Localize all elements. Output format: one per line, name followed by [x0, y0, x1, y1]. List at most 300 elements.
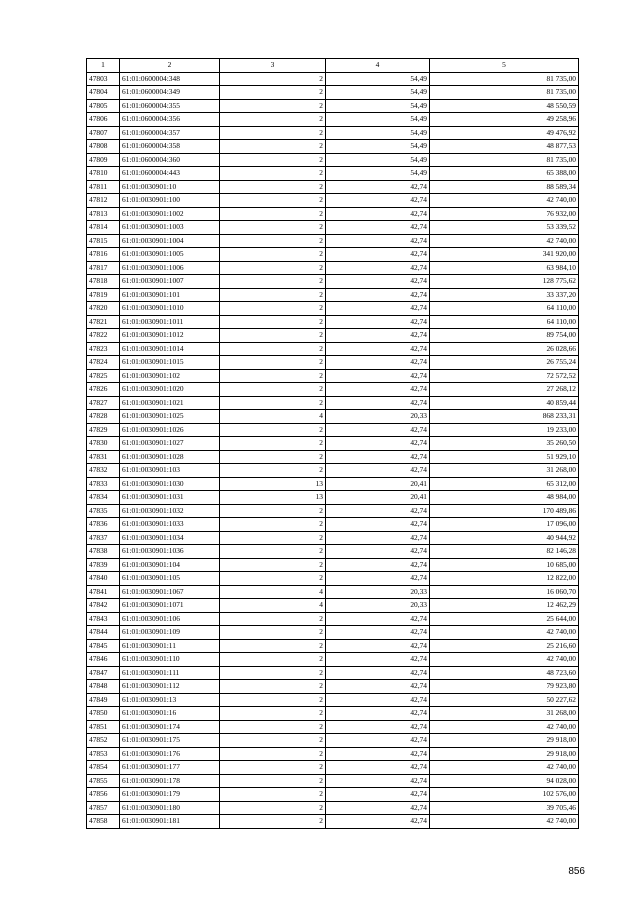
table-row — [87, 302, 579, 316]
zone-cell: 2 — [220, 747, 326, 761]
cadastral-value-cell: 35 260,50 — [430, 437, 579, 451]
zone-cell: 2 — [220, 707, 326, 721]
cadastral-value-cell: 42 740,00 — [430, 815, 579, 829]
zone-cell: 2 — [220, 356, 326, 370]
specific-value-cell: 42,74 — [326, 194, 430, 208]
cadastral-number-cell: 61:01:0030901:1032 — [120, 504, 220, 518]
cadastral-number-cell: 61:01:0030901:1028 — [120, 450, 220, 464]
cadastral-number-cell: 61:01:0030901:13 — [120, 693, 220, 707]
cadastral-number-cell: 61:01:0030901:100 — [120, 194, 220, 208]
row-number-cell: 47812 — [87, 194, 120, 208]
table-header-row — [87, 59, 579, 73]
cadastral-number-cell: 61:01:0030901:1005 — [120, 248, 220, 262]
zone-cell: 2 — [220, 180, 326, 194]
row-number-cell: 47813 — [87, 207, 120, 221]
table-row — [87, 99, 579, 113]
cadastral-number-cell: 61:01:0030901:1021 — [120, 396, 220, 410]
specific-value-cell: 54,49 — [326, 153, 430, 167]
cadastral-value-cell: 29 918,00 — [430, 734, 579, 748]
zone-cell: 2 — [220, 288, 326, 302]
table-row — [87, 72, 579, 86]
table-row — [87, 599, 579, 613]
row-number-cell: 47814 — [87, 221, 120, 235]
cadastral-number-cell: 61:01:0030901:1011 — [120, 315, 220, 329]
zone-cell: 2 — [220, 504, 326, 518]
table-row — [87, 734, 579, 748]
specific-value-cell: 42,74 — [326, 734, 430, 748]
specific-value-cell: 20,41 — [326, 477, 430, 491]
cadastral-number-cell: 61:01:0030901:1003 — [120, 221, 220, 235]
table-row — [87, 221, 579, 235]
specific-value-cell: 42,74 — [326, 329, 430, 343]
zone-cell: 2 — [220, 329, 326, 343]
cadastral-value-cell: 42 740,00 — [430, 761, 579, 775]
cadastral-value-cell: 31 268,00 — [430, 464, 579, 478]
zone-cell: 2 — [220, 153, 326, 167]
specific-value-cell: 42,74 — [326, 437, 430, 451]
specific-value-cell: 20,41 — [326, 491, 430, 505]
specific-value-cell: 54,49 — [326, 126, 430, 140]
specific-value-cell: 42,74 — [326, 572, 430, 586]
table-row — [87, 558, 579, 572]
row-number-cell: 47830 — [87, 437, 120, 451]
table-row — [87, 261, 579, 275]
row-number-cell: 47835 — [87, 504, 120, 518]
row-number-cell: 47829 — [87, 423, 120, 437]
zone-cell: 2 — [220, 464, 326, 478]
table-row — [87, 410, 579, 424]
specific-value-cell: 42,74 — [326, 315, 430, 329]
cadastral-value-cell: 48 877,53 — [430, 140, 579, 154]
table-row — [87, 248, 579, 262]
zone-cell: 2 — [220, 369, 326, 383]
cadastral-value-cell: 42 740,00 — [430, 234, 579, 248]
specific-value-cell: 20,33 — [326, 585, 430, 599]
cadastral-value-cell: 64 110,00 — [430, 315, 579, 329]
cadastral-number-cell: 61:01:0030901:175 — [120, 734, 220, 748]
cadastral-number-cell: 61:01:0030901:1036 — [120, 545, 220, 559]
table-row — [87, 491, 579, 505]
cadastral-value-cell: 42 740,00 — [430, 653, 579, 667]
zone-cell: 2 — [220, 383, 326, 397]
specific-value-cell: 54,49 — [326, 140, 430, 154]
table-row — [87, 288, 579, 302]
cadastral-value-cell: 17 096,00 — [430, 518, 579, 532]
column-header: 2 — [120, 59, 220, 73]
specific-value-cell: 42,74 — [326, 221, 430, 235]
table-row — [87, 761, 579, 775]
row-number-cell: 47833 — [87, 477, 120, 491]
row-number-cell: 47849 — [87, 693, 120, 707]
cadastral-value-cell: 170 489,86 — [430, 504, 579, 518]
cadastral-number-cell: 61:01:0030901:177 — [120, 761, 220, 775]
zone-cell: 2 — [220, 815, 326, 829]
cadastral-value-cell: 82 146,28 — [430, 545, 579, 559]
cadastral-value-cell: 51 929,10 — [430, 450, 579, 464]
zone-cell: 4 — [220, 585, 326, 599]
cadastral-number-cell: 61:01:0030901:1010 — [120, 302, 220, 316]
row-number-cell: 47852 — [87, 734, 120, 748]
cadastral-value-cell: 42 740,00 — [430, 194, 579, 208]
row-number-cell: 47840 — [87, 572, 120, 586]
cadastral-number-cell: 61:01:0030901:178 — [120, 774, 220, 788]
specific-value-cell: 42,74 — [326, 626, 430, 640]
table-row — [87, 369, 579, 383]
cadastral-number-cell: 61:01:0030901:101 — [120, 288, 220, 302]
zone-cell: 2 — [220, 99, 326, 113]
cadastral-value-cell: 25 216,60 — [430, 639, 579, 653]
cadastral-number-cell: 61:01:0030901:111 — [120, 666, 220, 680]
zone-cell: 2 — [220, 666, 326, 680]
table-row — [87, 342, 579, 356]
specific-value-cell: 42,74 — [326, 342, 430, 356]
zone-cell: 2 — [220, 801, 326, 815]
zone-cell: 2 — [220, 261, 326, 275]
table-row — [87, 572, 579, 586]
zone-cell: 2 — [220, 234, 326, 248]
cadastral-number-cell: 61:01:0030901:1007 — [120, 275, 220, 289]
column-header: 5 — [430, 59, 579, 73]
zone-cell: 2 — [220, 774, 326, 788]
table-row — [87, 639, 579, 653]
table-row — [87, 518, 579, 532]
row-number-cell: 47825 — [87, 369, 120, 383]
table-row — [87, 477, 579, 491]
cadastral-number-cell: 61:01:0030901:1030 — [120, 477, 220, 491]
row-number-cell: 47832 — [87, 464, 120, 478]
zone-cell: 2 — [220, 720, 326, 734]
row-number-cell: 47826 — [87, 383, 120, 397]
specific-value-cell: 42,74 — [326, 464, 430, 478]
row-number-cell: 47821 — [87, 315, 120, 329]
row-number-cell: 47836 — [87, 518, 120, 532]
specific-value-cell: 54,49 — [326, 86, 430, 100]
zone-cell: 2 — [220, 275, 326, 289]
specific-value-cell: 42,74 — [326, 707, 430, 721]
specific-value-cell: 42,74 — [326, 207, 430, 221]
cadastral-number-cell: 61:01:0030901:1025 — [120, 410, 220, 424]
zone-cell: 2 — [220, 653, 326, 667]
row-number-cell: 47831 — [87, 450, 120, 464]
row-number-cell: 47845 — [87, 639, 120, 653]
specific-value-cell: 42,74 — [326, 504, 430, 518]
zone-cell: 2 — [220, 126, 326, 140]
table-row — [87, 315, 579, 329]
row-number-cell: 47856 — [87, 788, 120, 802]
row-number-cell: 47809 — [87, 153, 120, 167]
row-number-cell: 47846 — [87, 653, 120, 667]
specific-value-cell: 42,74 — [326, 423, 430, 437]
table-row — [87, 126, 579, 140]
cadastral-value-table — [86, 58, 579, 829]
row-number-cell: 47818 — [87, 275, 120, 289]
row-number-cell: 47806 — [87, 113, 120, 127]
cadastral-value-cell: 40 944,92 — [430, 531, 579, 545]
zone-cell: 2 — [220, 734, 326, 748]
zone-cell: 2 — [220, 531, 326, 545]
specific-value-cell: 54,49 — [326, 99, 430, 113]
cadastral-number-cell: 61:01:0030901:102 — [120, 369, 220, 383]
zone-cell: 2 — [220, 572, 326, 586]
row-number-cell: 47804 — [87, 86, 120, 100]
cadastral-number-cell: 61:01:0600004:360 — [120, 153, 220, 167]
table-row — [87, 788, 579, 802]
cadastral-value-cell: 40 859,44 — [430, 396, 579, 410]
zone-cell: 2 — [220, 518, 326, 532]
cadastral-number-cell: 61:01:0030901:10 — [120, 180, 220, 194]
cadastral-value-cell: 29 918,00 — [430, 747, 579, 761]
cadastral-number-cell: 61:01:0030901:174 — [120, 720, 220, 734]
column-header: 4 — [326, 59, 430, 73]
zone-cell: 2 — [220, 423, 326, 437]
row-number-cell: 47815 — [87, 234, 120, 248]
specific-value-cell: 54,49 — [326, 167, 430, 181]
zone-cell: 2 — [220, 396, 326, 410]
cadastral-value-cell: 53 339,52 — [430, 221, 579, 235]
specific-value-cell: 42,74 — [326, 356, 430, 370]
cadastral-number-cell: 61:01:0600004:443 — [120, 167, 220, 181]
cadastral-value-cell: 42 740,00 — [430, 626, 579, 640]
specific-value-cell: 54,49 — [326, 113, 430, 127]
specific-value-cell: 42,74 — [326, 383, 430, 397]
cadastral-number-cell: 61:01:0030901:1067 — [120, 585, 220, 599]
table-row — [87, 693, 579, 707]
cadastral-number-cell: 61:01:0030901:1015 — [120, 356, 220, 370]
row-number-cell: 47834 — [87, 491, 120, 505]
zone-cell: 2 — [220, 140, 326, 154]
zone-cell: 2 — [220, 194, 326, 208]
zone-cell: 2 — [220, 545, 326, 559]
specific-value-cell: 42,74 — [326, 450, 430, 464]
zone-cell: 2 — [220, 248, 326, 262]
cadastral-value-cell: 65 388,00 — [430, 167, 579, 181]
table-row — [87, 653, 579, 667]
zone-cell: 2 — [220, 788, 326, 802]
specific-value-cell: 42,74 — [326, 801, 430, 815]
row-number-cell: 47854 — [87, 761, 120, 775]
row-number-cell: 47857 — [87, 801, 120, 815]
table-row — [87, 167, 579, 181]
cadastral-value-cell: 49 258,96 — [430, 113, 579, 127]
specific-value-cell: 42,74 — [326, 680, 430, 694]
cadastral-number-cell: 61:01:0030901:11 — [120, 639, 220, 653]
zone-cell: 2 — [220, 761, 326, 775]
cadastral-number-cell: 61:01:0030901:1004 — [120, 234, 220, 248]
cadastral-value-cell: 12 462,29 — [430, 599, 579, 613]
specific-value-cell: 54,49 — [326, 72, 430, 86]
cadastral-number-cell: 61:01:0030901:179 — [120, 788, 220, 802]
specific-value-cell: 42,74 — [326, 720, 430, 734]
table-row — [87, 113, 579, 127]
table-row — [87, 531, 579, 545]
cadastral-value-cell: 341 920,00 — [430, 248, 579, 262]
zone-cell: 2 — [220, 693, 326, 707]
cadastral-value-cell: 33 337,20 — [430, 288, 579, 302]
table-row — [87, 747, 579, 761]
row-number-cell: 47827 — [87, 396, 120, 410]
zone-cell: 2 — [220, 342, 326, 356]
row-number-cell: 47805 — [87, 99, 120, 113]
cadastral-number-cell: 61:01:0600004:355 — [120, 99, 220, 113]
cadastral-value-cell: 868 233,31 — [430, 410, 579, 424]
row-number-cell: 47823 — [87, 342, 120, 356]
cadastral-value-cell: 26 028,66 — [430, 342, 579, 356]
table-row — [87, 464, 579, 478]
specific-value-cell: 42,74 — [326, 531, 430, 545]
row-number-cell: 47816 — [87, 248, 120, 262]
table-row — [87, 666, 579, 680]
table-row — [87, 329, 579, 343]
row-number-cell: 47850 — [87, 707, 120, 721]
specific-value-cell: 42,74 — [326, 747, 430, 761]
table-row — [87, 86, 579, 100]
specific-value-cell: 42,74 — [326, 693, 430, 707]
row-number-cell: 47837 — [87, 531, 120, 545]
cadastral-number-cell: 61:01:0030901:1031 — [120, 491, 220, 505]
specific-value-cell: 42,74 — [326, 396, 430, 410]
specific-value-cell: 42,74 — [326, 558, 430, 572]
cadastral-value-cell: 76 932,00 — [430, 207, 579, 221]
cadastral-value-cell: 50 227,62 — [430, 693, 579, 707]
table-row — [87, 626, 579, 640]
cadastral-value-cell: 42 740,00 — [430, 720, 579, 734]
cadastral-number-cell: 61:01:0600004:356 — [120, 113, 220, 127]
row-number-cell: 47848 — [87, 680, 120, 694]
cadastral-number-cell: 61:01:0030901:104 — [120, 558, 220, 572]
zone-cell: 2 — [220, 72, 326, 86]
table-row — [87, 437, 579, 451]
specific-value-cell: 42,74 — [326, 288, 430, 302]
cadastral-value-cell: 48 550,59 — [430, 99, 579, 113]
specific-value-cell: 42,74 — [326, 545, 430, 559]
cadastral-number-cell: 61:01:0030901:181 — [120, 815, 220, 829]
cadastral-number-cell: 61:01:0030901:106 — [120, 612, 220, 626]
cadastral-value-cell: 81 735,00 — [430, 72, 579, 86]
zone-cell: 2 — [220, 680, 326, 694]
zone-cell: 13 — [220, 477, 326, 491]
specific-value-cell: 42,74 — [326, 639, 430, 653]
cadastral-number-cell: 61:01:0030901:1071 — [120, 599, 220, 613]
cadastral-value-cell: 49 476,92 — [430, 126, 579, 140]
cadastral-number-cell: 61:01:0600004:357 — [120, 126, 220, 140]
cadastral-value-cell: 79 923,80 — [430, 680, 579, 694]
cadastral-number-cell: 61:01:0030901:110 — [120, 653, 220, 667]
specific-value-cell: 42,74 — [326, 261, 430, 275]
specific-value-cell: 42,74 — [326, 302, 430, 316]
cadastral-number-cell: 61:01:0030901:180 — [120, 801, 220, 815]
zone-cell: 2 — [220, 558, 326, 572]
cadastral-value-cell: 65 312,00 — [430, 477, 579, 491]
row-number-cell: 47811 — [87, 180, 120, 194]
row-number-cell: 47839 — [87, 558, 120, 572]
row-number-cell: 47843 — [87, 612, 120, 626]
row-number-cell: 47853 — [87, 747, 120, 761]
table-row — [87, 153, 579, 167]
zone-cell: 4 — [220, 599, 326, 613]
row-number-cell: 47803 — [87, 72, 120, 86]
specific-value-cell: 42,74 — [326, 275, 430, 289]
specific-value-cell: 42,74 — [326, 248, 430, 262]
cadastral-value-cell: 89 754,00 — [430, 329, 579, 343]
row-number-cell: 47828 — [87, 410, 120, 424]
row-number-cell: 47851 — [87, 720, 120, 734]
cadastral-value-cell: 25 644,00 — [430, 612, 579, 626]
cadastral-number-cell: 61:01:0030901:1006 — [120, 261, 220, 275]
cadastral-number-cell: 61:01:0600004:358 — [120, 140, 220, 154]
table-row — [87, 180, 579, 194]
table-row — [87, 612, 579, 626]
table-body — [87, 72, 579, 828]
row-number-cell: 47858 — [87, 815, 120, 829]
zone-cell: 13 — [220, 491, 326, 505]
table-row — [87, 801, 579, 815]
cadastral-number-cell: 61:01:0030901:1026 — [120, 423, 220, 437]
cadastral-number-cell: 61:01:0030901:112 — [120, 680, 220, 694]
table-row — [87, 396, 579, 410]
row-number-cell: 47844 — [87, 626, 120, 640]
cadastral-value-cell: 39 705,46 — [430, 801, 579, 815]
cadastral-number-cell: 61:01:0030901:1033 — [120, 518, 220, 532]
cadastral-value-cell: 63 984,10 — [430, 261, 579, 275]
zone-cell: 2 — [220, 167, 326, 181]
cadastral-number-cell: 61:01:0030901:1014 — [120, 342, 220, 356]
specific-value-cell: 42,74 — [326, 666, 430, 680]
table-row — [87, 545, 579, 559]
cadastral-value-cell: 102 576,00 — [430, 788, 579, 802]
cadastral-number-cell: 61:01:0600004:349 — [120, 86, 220, 100]
zone-cell: 2 — [220, 113, 326, 127]
table-row — [87, 815, 579, 829]
specific-value-cell: 42,74 — [326, 788, 430, 802]
table-row — [87, 707, 579, 721]
zone-cell: 2 — [220, 86, 326, 100]
cadastral-value-cell: 48 984,00 — [430, 491, 579, 505]
row-number-cell: 47820 — [87, 302, 120, 316]
specific-value-cell: 42,74 — [326, 234, 430, 248]
zone-cell: 2 — [220, 315, 326, 329]
table-row — [87, 504, 579, 518]
row-number-cell: 47807 — [87, 126, 120, 140]
cadastral-value-cell: 31 268,00 — [430, 707, 579, 721]
zone-cell: 2 — [220, 302, 326, 316]
specific-value-cell: 20,33 — [326, 410, 430, 424]
specific-value-cell: 20,33 — [326, 599, 430, 613]
specific-value-cell: 42,74 — [326, 774, 430, 788]
zone-cell: 2 — [220, 450, 326, 464]
specific-value-cell: 42,74 — [326, 761, 430, 775]
cadastral-value-cell: 16 060,70 — [430, 585, 579, 599]
specific-value-cell: 42,74 — [326, 653, 430, 667]
table-row — [87, 194, 579, 208]
cadastral-number-cell: 61:01:0030901:1012 — [120, 329, 220, 343]
cadastral-number-cell: 61:01:0030901:1027 — [120, 437, 220, 451]
table-row — [87, 680, 579, 694]
column-header: 3 — [220, 59, 326, 73]
cadastral-value-cell: 72 572,52 — [430, 369, 579, 383]
cadastral-value-cell: 88 589,34 — [430, 180, 579, 194]
zone-cell: 2 — [220, 207, 326, 221]
cadastral-value-cell: 128 775,62 — [430, 275, 579, 289]
cadastral-value-cell: 94 028,00 — [430, 774, 579, 788]
cadastral-value-cell: 81 735,00 — [430, 153, 579, 167]
cadastral-value-cell: 19 233,00 — [430, 423, 579, 437]
table-row — [87, 585, 579, 599]
table-row — [87, 423, 579, 437]
zone-cell: 2 — [220, 221, 326, 235]
cadastral-number-cell: 61:01:0600004:348 — [120, 72, 220, 86]
table-row — [87, 275, 579, 289]
zone-cell: 2 — [220, 612, 326, 626]
